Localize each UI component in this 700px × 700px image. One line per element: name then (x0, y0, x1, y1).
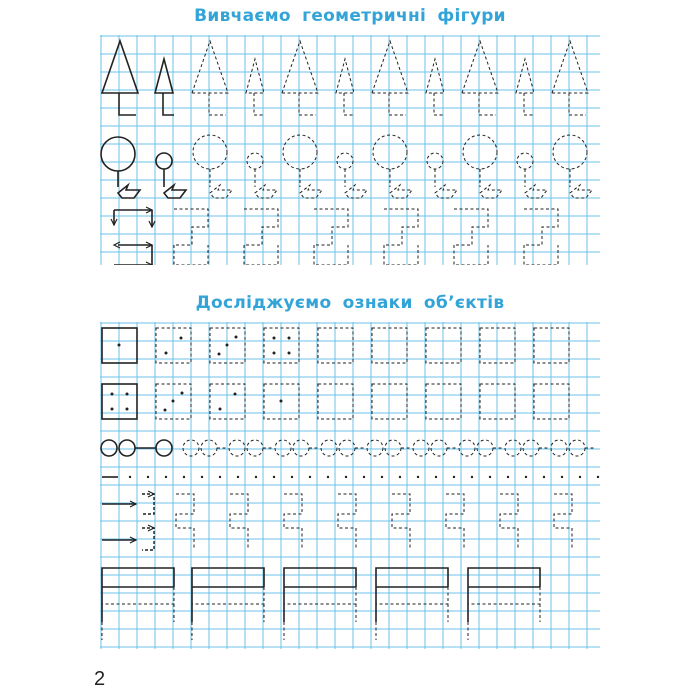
chain-circle (505, 440, 521, 456)
dot-mark (471, 476, 473, 478)
dot-mark (273, 476, 275, 478)
tree-trunk (163, 93, 174, 115)
big-circle (193, 135, 227, 169)
dot-mark (417, 476, 419, 478)
dot-mark (597, 476, 599, 478)
leaf-arrow (525, 185, 547, 198)
flag-outline (192, 568, 264, 622)
chain-circle (229, 440, 245, 456)
dot-mark (183, 476, 185, 478)
big-circle (553, 135, 587, 169)
tree-trunk (389, 93, 406, 115)
dot-mark (579, 476, 581, 478)
step-trace (524, 209, 558, 265)
chain-circle (247, 440, 263, 456)
dice-dot (181, 392, 184, 395)
dice-dot (111, 393, 114, 396)
chain-circle (385, 440, 401, 456)
chain-circle (293, 440, 309, 456)
big-circle (101, 137, 135, 171)
small-tree (516, 59, 534, 93)
big-tree (102, 41, 138, 93)
step-trace (314, 209, 348, 265)
tree-trunk (479, 93, 496, 115)
tree-trunk (299, 93, 316, 115)
dice-dot (218, 353, 221, 356)
dot-mark (237, 476, 239, 478)
chain-circle (156, 440, 172, 456)
dice-dot (280, 400, 283, 403)
flag-trace (102, 587, 174, 622)
chain-circle (413, 440, 429, 456)
properties-worksheet (100, 322, 600, 649)
grid-panel-properties (100, 322, 600, 649)
tree-trunk (119, 93, 136, 115)
big-circle (373, 135, 407, 169)
dice-dot (219, 408, 222, 411)
dice-dot (288, 352, 291, 355)
flag-outline (102, 568, 174, 622)
dot-mark (255, 476, 257, 478)
small-circle (156, 153, 172, 169)
dot-mark (435, 476, 437, 478)
geometry-worksheet (100, 35, 600, 265)
big-tree (282, 41, 318, 93)
dot-mark (291, 476, 293, 478)
big-tree (462, 41, 498, 93)
dot-mark (165, 476, 167, 478)
dice-dot (180, 337, 183, 340)
dot-mark (543, 476, 545, 478)
step-trace (454, 209, 488, 265)
big-tree (192, 41, 228, 93)
grid-lines (100, 35, 600, 265)
dot-mark (309, 476, 311, 478)
leaf-arrow (435, 185, 457, 198)
dot-mark (525, 476, 527, 478)
leaf-arrow (480, 185, 502, 198)
big-circle (283, 135, 317, 169)
chain-circle (523, 440, 539, 456)
flag-trace (284, 587, 356, 622)
leaf-arrow (255, 185, 277, 198)
dot-mark (489, 476, 491, 478)
leaf-arrow (210, 185, 232, 198)
small-circle (517, 153, 533, 169)
dice-dot (288, 337, 291, 340)
dice-dot (111, 408, 114, 411)
small-tree (155, 59, 173, 93)
leaf-arrow (300, 185, 322, 198)
small-tree (426, 59, 444, 93)
dot-mark (399, 476, 401, 478)
grid-lines (100, 322, 600, 649)
dot-mark (381, 476, 383, 478)
dice-dot (126, 408, 129, 411)
leaf-arrow (345, 185, 367, 198)
section-title-properties: Досліджуємо ознаки об’єктів (195, 293, 505, 313)
dice-dot (126, 393, 129, 396)
small-circle (427, 153, 443, 169)
step-path (114, 210, 152, 265)
dice-dot (273, 337, 276, 340)
chain-circle (101, 440, 117, 456)
step-trace (244, 209, 278, 265)
chain-circle (551, 440, 567, 456)
dice-dot (234, 393, 237, 396)
dot-mark (345, 476, 347, 478)
dice-dot (118, 344, 121, 347)
flag-outline (284, 568, 356, 622)
arrow-loop (142, 494, 154, 550)
dice-dot (226, 344, 229, 347)
dice-dot (164, 409, 167, 412)
tree-trunk (569, 93, 586, 115)
leaf-arrow (570, 185, 592, 198)
flag-trace (376, 587, 448, 622)
chain-circle (569, 440, 585, 456)
big-tree (372, 41, 408, 93)
small-tree (246, 59, 264, 93)
small-circle (247, 153, 263, 169)
leaf-arrow (390, 185, 412, 198)
dot-mark (201, 476, 203, 478)
grid-panel-geometry (100, 35, 600, 265)
big-circle (463, 135, 497, 169)
small-circle (337, 153, 353, 169)
dot-mark (147, 476, 149, 478)
chain-circle (367, 440, 383, 456)
section-title-geometry: Вивчаємо геометричні фігури (194, 6, 506, 26)
tree-trunk (209, 93, 226, 115)
big-tree (552, 41, 588, 93)
dice-dot (235, 336, 238, 339)
dice-dot (273, 352, 276, 355)
dot-mark (129, 476, 131, 478)
flag-outline (376, 568, 448, 622)
dot-mark (453, 476, 455, 478)
flag-trace (192, 587, 264, 622)
dot-mark (219, 476, 221, 478)
leaf-arrow (164, 185, 186, 198)
chain-circle (431, 440, 447, 456)
chain-circle (275, 440, 291, 456)
dice-dot (165, 352, 168, 355)
dot-mark (363, 476, 365, 478)
dot-mark (507, 476, 509, 478)
dot-mark (327, 476, 329, 478)
small-tree (336, 59, 354, 93)
page-number: 2 (94, 668, 106, 690)
chain-circle (119, 440, 135, 456)
dice-dot (172, 400, 175, 403)
dot-mark (561, 476, 563, 478)
